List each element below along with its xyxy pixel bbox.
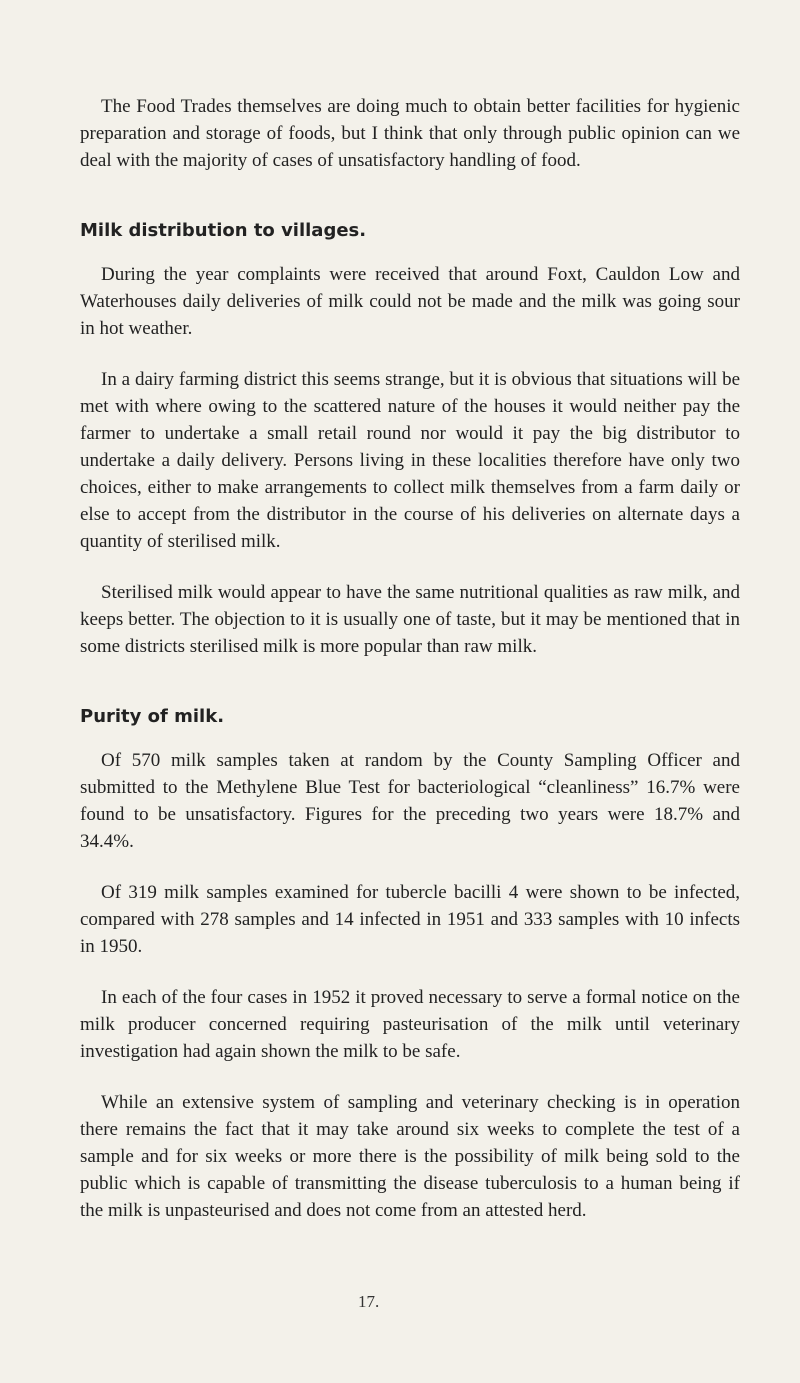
- body-paragraph: Of 319 milk samples examined for tubercle bacilli 4 were shown to be infected, compared with 278 samples and 14 infected in 1951 and 333 samples with 10 infects in 1950.: [80, 882, 740, 957]
- page-number: 17.: [358, 1292, 380, 1311]
- document-page: [80, 93, 740, 1224]
- body-paragraph: In a dairy farming district this seems strange, but it is obvious that situations will be met with where owing to the scattered nature of the houses it would neither pay the farmer to undertake a small retail round nor would it pay the big distributor to undertake a daily delivery. Persons living in these localities therefore have only two choices, either to make arrangements to collect milk themselves from a farm daily or else to accept from the distributor in the course of his deliveries on alternate days a quantity of sterilised milk.: [80, 369, 740, 552]
- intro-paragraph: The Food Trades themselves are doing much to obtain better facilities for hygienic preparation and storage of foods, but I think that only through public opinion can we deal with the majority of cases of unsatisfactory handling of food.: [80, 96, 740, 171]
- body-paragraph: Of 570 milk samples taken at random by the County Sampling Officer and submitted to the Methylene Blue Test for bacteriological “cleanliness” 16.7% were found to be unsatisfactory. Figures for the preceding two years were 18.7% and 34.4%.: [80, 750, 740, 852]
- body-paragraph: During the year complaints were received that around Foxt, Cauldon Low and Waterhouses daily deliveries of milk could not be made and the milk was going sour in hot weather.: [80, 264, 740, 339]
- section-heading-purity-of-milk: Purity of milk.: [80, 706, 225, 727]
- section-heading-milk-distribution: Milk distribution to villages.: [80, 220, 367, 241]
- body-paragraph: In each of the four cases in 1952 it proved necessary to serve a formal notice on the milk producer concerned requiring pasteurisation of the milk until veterinary investigation had again shown the milk to be safe.: [80, 987, 740, 1062]
- body-paragraph: While an extensive system of sampling and veterinary checking is in operation there remains the fact that it may take around six weeks to complete the test of a sample and for six weeks or more there is the possibility of milk being sold to the public which is capable of transmitting the disease tuberculosis to a human being if the milk is unpasteurised and does not come from an attested herd.: [80, 1092, 740, 1221]
- body-paragraph: Sterilised milk would appear to have the same nutritional qualities as raw milk, and keeps better. The objection to it is usually one of taste, but it may be mentioned that in some districts sterilised milk is more popular than raw milk.: [80, 582, 740, 657]
